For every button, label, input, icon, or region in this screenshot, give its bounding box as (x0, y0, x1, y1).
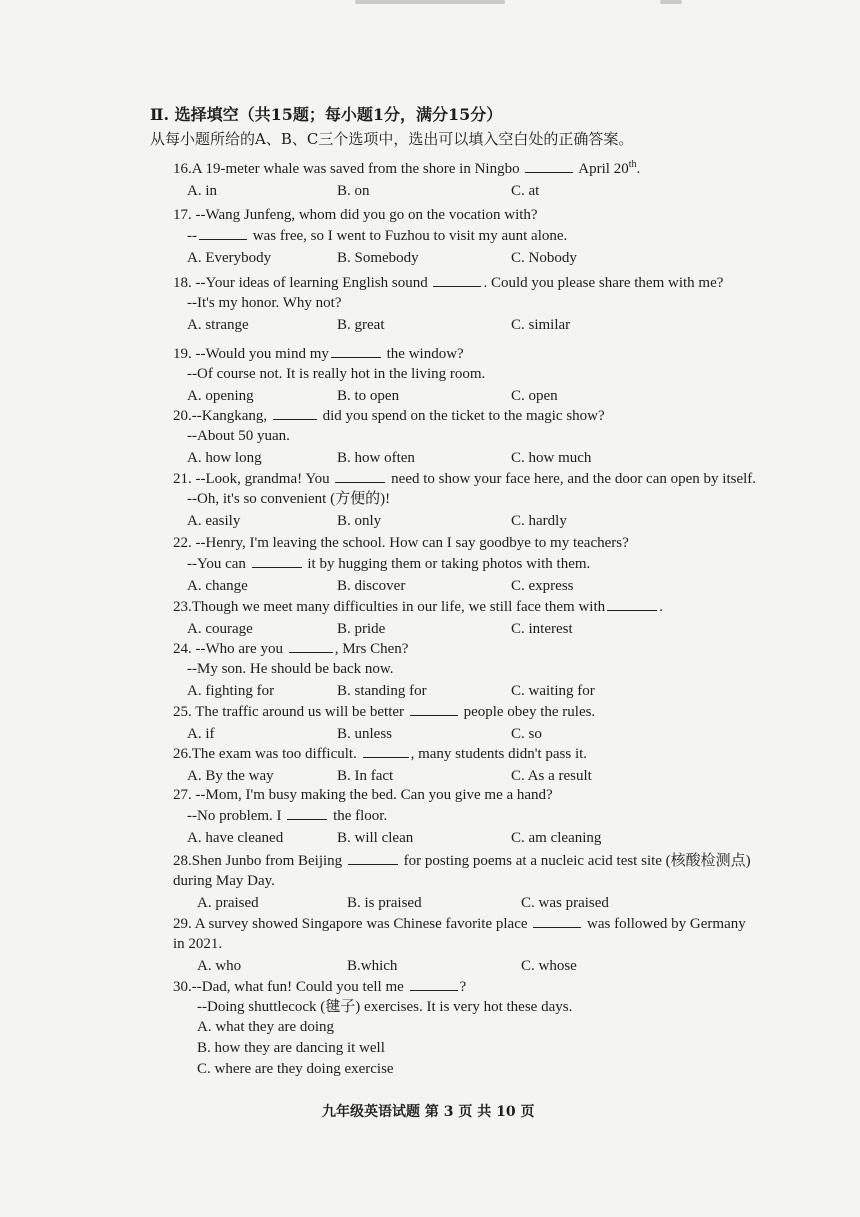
option-b[interactable]: B. is praised (347, 895, 422, 911)
option-a[interactable]: A. opening (187, 388, 254, 404)
question-stem: --Your ideas of learning English sound (195, 275, 428, 291)
answer-blank[interactable] (199, 225, 247, 240)
options (173, 954, 773, 976)
question-stem-after: need to show your face here, and the door can open by itself. (391, 471, 757, 487)
question-stem-after: ? (459, 979, 467, 995)
answer-blank[interactable] (348, 850, 398, 865)
option-a[interactable]: A. have cleaned (187, 830, 284, 846)
question-stem: The traffic around us will be better (195, 704, 405, 720)
option-a[interactable]: A. in (187, 183, 217, 199)
question-28 (173, 850, 773, 913)
section-title: Ⅱ. 选择填空（共15题；每小题1分，满分15分） (150, 105, 503, 124)
question-stem: --Look, grandma! You (195, 471, 330, 487)
question-20 (173, 405, 773, 468)
question-17 (173, 205, 773, 268)
option-b[interactable]: B. how they are dancing it well (197, 1040, 385, 1056)
question-number: 21. (173, 471, 192, 487)
dialog-line: it by hugging them or taking photos with them. (307, 556, 591, 572)
answer-blank[interactable] (289, 638, 333, 653)
question-22 (173, 533, 773, 596)
question-25 (173, 701, 773, 744)
question-stem-after: . Could you please share them with me? (483, 275, 724, 291)
options (173, 509, 773, 531)
option-b[interactable]: B. In fact (337, 768, 394, 784)
options (173, 446, 773, 468)
scan-artifact (660, 0, 682, 4)
question-number: 25. (173, 704, 192, 720)
question-16 (173, 155, 773, 201)
options (173, 179, 773, 201)
question-stem: --Dad, what fun! Could you tell me (191, 979, 404, 995)
question-stem: --Mom, I'm busy making the bed. Can you give me a hand? (195, 787, 553, 803)
section-instructions: 从每小题所给的A、B、C三个选项中，选出可以填入空白处的正确答案。 (150, 130, 634, 148)
option-a[interactable]: A. Everybody (187, 250, 272, 266)
dialog-line: the floor. (333, 808, 388, 824)
question-number: 24. (173, 641, 192, 657)
question-number: 26. (173, 746, 192, 762)
question-23 (173, 596, 773, 639)
question-number: 28. (173, 853, 192, 869)
option-b[interactable]: B. pride (337, 621, 386, 637)
dialog-line: --Oh, it's so convenient (方便的)! (187, 491, 391, 507)
options (173, 764, 773, 786)
option-c[interactable]: C. similar (511, 317, 571, 333)
option-b[interactable]: B. discover (337, 578, 406, 594)
question-stem: A 19-meter whale was saved from the shore in Ningbo (191, 161, 520, 177)
question-number: 19. (173, 346, 192, 362)
option-c[interactable]: C. whose (521, 958, 577, 974)
question-stem-after: , many students didn't pass it. (410, 746, 588, 762)
question-27 (173, 785, 773, 848)
question-stem: Though we meet many difficulties in our life, we still face them with (191, 599, 606, 615)
question-26 (173, 743, 773, 786)
option-b[interactable]: B. how often (337, 450, 415, 466)
dialog-line-start: --No problem. I (187, 808, 282, 824)
answer-blank[interactable] (533, 913, 581, 928)
dialog-line: --It's my honor. Why not? (187, 295, 342, 311)
question-stem: A survey showed Singapore was Chinese favorite place (194, 916, 528, 932)
option-c[interactable]: C. where are they doing exercise (197, 1061, 394, 1077)
options (173, 1017, 773, 1080)
question-stem: Shen Junbo from Beijing (191, 853, 343, 869)
option-a[interactable]: A. if (187, 726, 215, 742)
option-c[interactable]: C. As a result (511, 768, 592, 784)
question-stem-after: April 20 (578, 161, 629, 177)
answer-blank[interactable] (525, 158, 573, 173)
question-30 (173, 976, 773, 1080)
question-number: 30. (173, 979, 192, 995)
question-stem-after: was followed by Germany (587, 916, 746, 932)
options (173, 891, 773, 913)
options (173, 384, 773, 406)
options (173, 246, 773, 268)
dialog-line: --About 50 yuan. (187, 428, 290, 444)
question-number: 22. (173, 535, 192, 551)
dialog-line: --My son. He should be back now. (187, 661, 394, 677)
answer-blank[interactable] (252, 553, 302, 568)
question-continuation: in 2021. (173, 936, 223, 952)
dialog-line: --Doing shuttlecock (毽子) exercises. It is very hot these days. (197, 999, 573, 1015)
question-stem: --Kangkang, (191, 408, 268, 424)
question-number: 16. (173, 161, 192, 177)
option-a[interactable]: A. change (187, 578, 248, 594)
question-continuation: during May Day. (173, 873, 275, 889)
options (173, 313, 773, 335)
answer-blank[interactable] (410, 976, 458, 991)
option-b[interactable]: B. standing for (337, 683, 427, 699)
option-b[interactable]: B. on (337, 183, 370, 199)
question-stem-after: , Mrs Chen? (334, 641, 409, 657)
question-19 (173, 343, 773, 406)
option-a[interactable]: A. who (197, 958, 242, 974)
answer-blank[interactable] (607, 596, 657, 611)
dialog-line-start: --You can (187, 556, 246, 572)
question-stem-after: people obey the rules. (463, 704, 596, 720)
option-a[interactable]: A. courage (187, 621, 253, 637)
answer-blank[interactable] (363, 743, 409, 758)
option-a[interactable]: A. praised (197, 895, 259, 911)
option-c[interactable]: C. interest (511, 621, 573, 637)
question-stem: --Henry, I'm leaving the school. How can I say goodbye to my teachers? (195, 535, 629, 551)
option-a[interactable]: A. strange (187, 317, 249, 333)
answer-blank[interactable] (335, 468, 385, 483)
dialog-line: was free, so I went to Fuzhou to visit my aunt alone. (252, 228, 568, 244)
option-c[interactable]: C. waiting for (511, 683, 595, 699)
option-c[interactable]: C. so (511, 726, 542, 742)
question-end: . (636, 161, 641, 177)
option-b[interactable]: B. to open (337, 388, 400, 404)
question-stem-after: did you spend on the ticket to the magic show? (322, 408, 605, 424)
option-c[interactable]: C. am cleaning (511, 830, 602, 846)
question-18 (173, 272, 773, 335)
option-b[interactable]: B. great (337, 317, 385, 333)
options (173, 679, 773, 701)
question-stem: --Would you mind my (195, 346, 329, 362)
options (173, 574, 773, 596)
answer-blank[interactable] (331, 343, 381, 358)
dialog-line: --Of course not. It is really hot in the living room. (187, 366, 486, 382)
dialog-line-start: -- (187, 228, 197, 244)
option-c[interactable]: C. Nobody (511, 250, 577, 266)
question-21 (173, 468, 773, 531)
page-footer: 九年级英语试题 第 3 页 共 10 页 (322, 1104, 535, 1120)
option-b[interactable]: B. only (337, 513, 382, 529)
option-a[interactable]: A. By the way (187, 768, 274, 784)
question-stem: --Who are you (195, 641, 283, 657)
question-number: 27. (173, 787, 192, 803)
option-c[interactable]: C. was praised (521, 895, 609, 911)
answer-blank[interactable] (410, 701, 458, 716)
ordinal-suffix: th (628, 159, 637, 170)
options (173, 722, 773, 744)
question-number: 29. (173, 916, 192, 932)
option-a[interactable]: A. how long (187, 450, 262, 466)
option-c[interactable]: C. how much (511, 450, 592, 466)
option-a[interactable]: A. easily (187, 513, 241, 529)
question-stem-after: the window? (386, 346, 464, 362)
scan-artifact (355, 0, 505, 4)
question-number: 18. (173, 275, 192, 291)
option-c[interactable]: C. at (511, 183, 540, 199)
option-a[interactable]: A. what they are doing (197, 1019, 335, 1035)
options (173, 617, 773, 639)
option-a[interactable]: A. fighting for (187, 683, 275, 699)
options (173, 826, 773, 848)
option-b[interactable]: B. will clean (337, 830, 414, 846)
question-number: 17. (173, 207, 192, 223)
answer-blank[interactable] (273, 405, 317, 420)
option-c[interactable]: C. hardly (511, 513, 567, 529)
question-stem: --Wang Junfeng, whom did you go on the vocation with? (195, 207, 538, 223)
option-c[interactable]: C. open (511, 388, 558, 404)
option-b[interactable]: B. Somebody (337, 250, 419, 266)
option-b[interactable]: B.which (347, 958, 398, 974)
question-number: 20. (173, 408, 192, 424)
question-stem-after: for posting poems at a nucleic acid test site (核酸检测点) (403, 853, 751, 869)
option-b[interactable]: B. unless (337, 726, 393, 742)
question-24 (173, 638, 773, 701)
question-stem-after: . (659, 599, 663, 615)
answer-blank[interactable] (433, 272, 481, 287)
question-stem: The exam was too difficult. (191, 746, 357, 762)
question-29 (173, 913, 773, 976)
answer-blank[interactable] (287, 805, 327, 820)
option-c[interactable]: C. express (511, 578, 574, 594)
question-number: 23. (173, 599, 192, 615)
